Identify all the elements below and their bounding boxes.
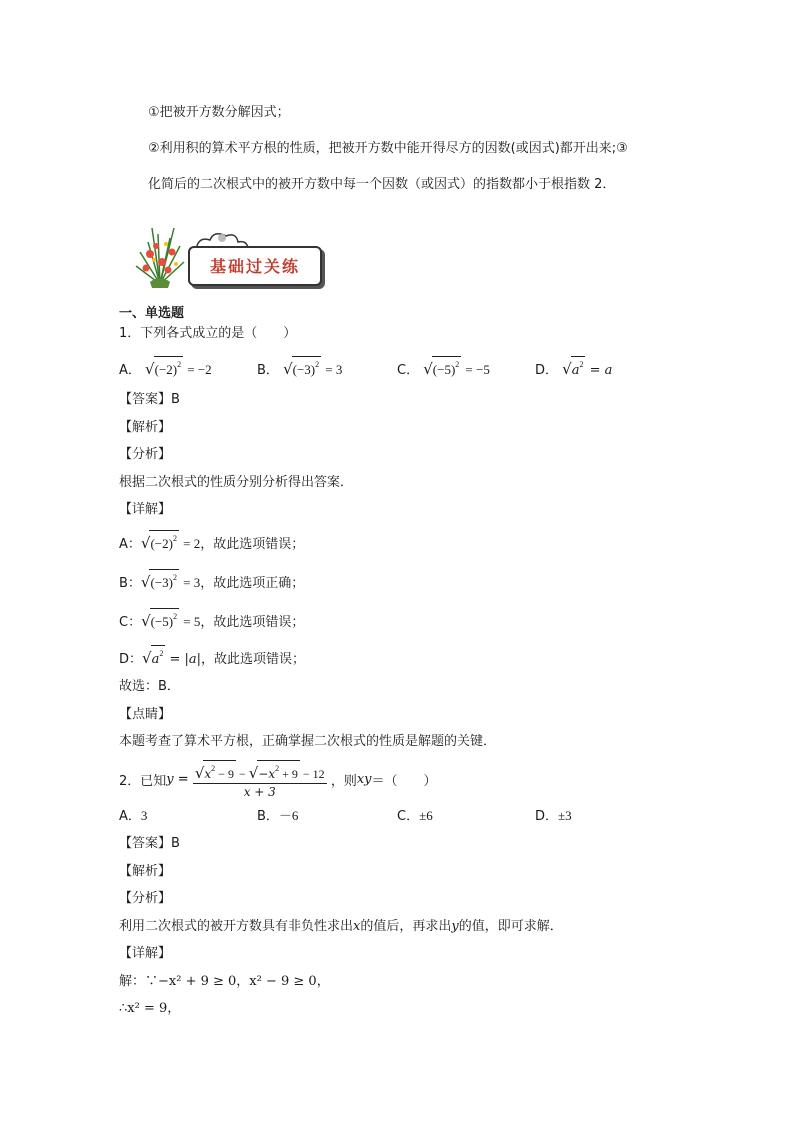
q1-dianjing-label: 【点睛】 xyxy=(119,707,172,722)
q1-detail-c: C：$√(-5)^2 = 5$，故此选项错误； xyxy=(119,608,304,630)
radicand: $(-3)^2$ xyxy=(292,356,322,378)
q2-answer: 【答案】B xyxy=(119,836,180,851)
q1-detail-b: B：$√(-3)^2 = 3$，故此选项正确； xyxy=(119,569,304,591)
q1-answer: 【答案】B xyxy=(119,392,180,407)
basic-practice-banner xyxy=(188,246,322,286)
q2-solution-line-2: ∴x² = 9， xyxy=(119,1001,181,1016)
option-letter: B． xyxy=(257,363,279,378)
q1-detail-a: A：$√(-2)^2 = 2$，故此选项错误； xyxy=(119,530,304,552)
option-letter: A． xyxy=(119,363,141,378)
rhs: = 3 xyxy=(325,362,343,377)
intro-line-2: ②利用积的算术平方根的性质，把被开方数中能开得尽方的因数(或因式)都开出来;③ xyxy=(148,141,628,156)
q1-dianjing-text: 本题考查了算术平方根，正确掌握二次根式的性质是解题的关键． xyxy=(119,734,497,749)
q2-jiexi-label: 【解析】 xyxy=(119,864,172,879)
intro-line-3: 化简后的二次根式中的被开方数中每一个因数（或因式）的指数都小于根指数 2． xyxy=(148,177,616,192)
radicand: $(-2)^2$ xyxy=(154,356,184,378)
rhs: = −5 xyxy=(465,362,490,377)
rhs: = −2 xyxy=(187,362,212,377)
q1-option-a: A． $√(-2)^2 = -2$ xyxy=(119,356,212,378)
q1-detail-d: D：$√a^2 = |a|$，故此选项错误； xyxy=(119,645,305,668)
q2-option-a: A．3 xyxy=(119,808,148,824)
q1-fenxi-text: 根据二次根式的性质分别分析得出答案． xyxy=(119,475,354,490)
q2-xiangjie-label: 【详解】 xyxy=(119,946,172,961)
q1-choice: 故选：B． xyxy=(119,679,180,694)
q2-fraction: $\frac{√x^2 - 9 - √-x^2 + 9 - 12}{x + 3}$ xyxy=(193,760,327,799)
q2-option-c: C．±6 xyxy=(397,808,433,824)
banner-label: 基础过关练 xyxy=(209,257,300,276)
q1-fenxi-label: 【分析】 xyxy=(119,447,172,462)
q2-fenxi-text: 利用二次根式的被开方数具有非负性求出x的值后，再求出y的值，即可求解． xyxy=(119,919,563,934)
option-letter: D． xyxy=(535,363,559,378)
q2-solution-line-1: 解：∵−x² + 9 ≥ 0，x² − 9 ≥ 0， xyxy=(119,974,330,989)
q2-option-d: D．±3 xyxy=(535,808,572,824)
q1-option-d: D． $√a^2 = a$ xyxy=(535,356,612,379)
q2-fenxi-label: 【分析】 xyxy=(119,891,172,906)
option-letter: C． xyxy=(397,363,420,378)
radicand: $a^2$ xyxy=(571,356,586,379)
q2-option-b: B．－6 xyxy=(257,808,299,824)
q1-xiangjie-label: 【详解】 xyxy=(119,502,172,517)
rhs: = a xyxy=(589,363,613,378)
radicand: $(-5)^2$ xyxy=(432,356,462,378)
section-title: 一、单选题 xyxy=(119,306,185,321)
q1-jiexi-label: 【解析】 xyxy=(119,420,172,435)
question-2-stem: 2．已知y = $\frac{√x^2 - 9 - √-x^2 + 9 - 12}{x + 3}$ ，则xy＝（ ） xyxy=(119,760,437,799)
question-1-stem: 1．下列各式成立的是（ ） xyxy=(119,326,297,341)
flower-bouquet-icon xyxy=(128,222,192,288)
intro-line-1: ①把被开方数分解因式； xyxy=(148,105,290,120)
q1-option-c: C． $√(-5)^2 = -5$ xyxy=(397,356,490,378)
q1-option-b: B． $√(-3)^2 = 3$ xyxy=(257,356,342,378)
